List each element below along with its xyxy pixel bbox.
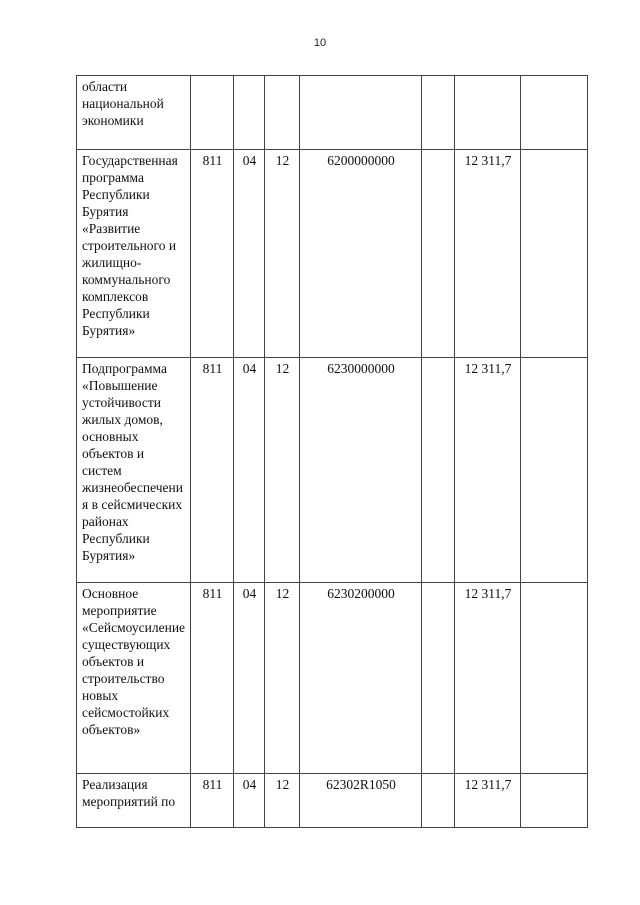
amount: 12 311,7 [455, 150, 521, 358]
expense-type-code [422, 358, 455, 583]
target-article-code [300, 76, 422, 150]
subsection-code [265, 76, 300, 150]
budget-table [76, 75, 588, 828]
page-number: 10 [313, 37, 327, 49]
table-row [77, 358, 588, 583]
grbs-code [191, 76, 234, 150]
table-row [77, 774, 588, 828]
amount: 12 311,7 [455, 358, 521, 583]
amount: 12 311,7 [455, 774, 521, 828]
target-article-code: 62302R1050 [300, 774, 422, 828]
subsection-code: 12 [265, 583, 300, 774]
section-code [234, 76, 265, 150]
amount [455, 76, 521, 150]
grbs-code: 811 [191, 583, 234, 774]
subsection-code: 12 [265, 358, 300, 583]
grbs-code: 811 [191, 358, 234, 583]
expense-type-code [422, 774, 455, 828]
subsection-code: 12 [265, 150, 300, 358]
extra-amount [521, 76, 588, 150]
target-article-code: 6200000000 [300, 150, 422, 358]
extra-amount [521, 583, 588, 774]
extra-amount [521, 150, 588, 358]
row-name: Реализация мероприятий по [77, 774, 191, 828]
target-article-code: 6230000000 [300, 358, 422, 583]
section-code: 04 [234, 358, 265, 583]
extra-amount [521, 358, 588, 583]
expense-type-code [422, 150, 455, 358]
row-name: Государственная программа Республики Бурятия «Развитие строительного и жилищно-коммунального комплексов Республики Бурятия» [77, 150, 191, 358]
amount: 12 311,7 [455, 583, 521, 774]
target-article-code: 6230200000 [300, 583, 422, 774]
grbs-code: 811 [191, 150, 234, 358]
section-code: 04 [234, 774, 265, 828]
subsection-code: 12 [265, 774, 300, 828]
row-name: Подпрограмма «Повышение устойчивости жилых домов, основных объектов и систем жизнеобеспечения в сейсмических районах Республики Бурятия» [77, 358, 191, 583]
table-row [77, 150, 588, 358]
row-name: Основное мероприятие «Сейсмоусиление существующих объектов и строительство новых сейсмостойких объектов» [77, 583, 191, 774]
section-code: 04 [234, 583, 265, 774]
section-code: 04 [234, 150, 265, 358]
row-name: области национальной экономики [77, 76, 191, 150]
expense-type-code [422, 583, 455, 774]
expense-type-code [422, 76, 455, 150]
extra-amount [521, 774, 588, 828]
table-row [77, 76, 588, 150]
table-row [77, 583, 588, 774]
grbs-code: 811 [191, 774, 234, 828]
